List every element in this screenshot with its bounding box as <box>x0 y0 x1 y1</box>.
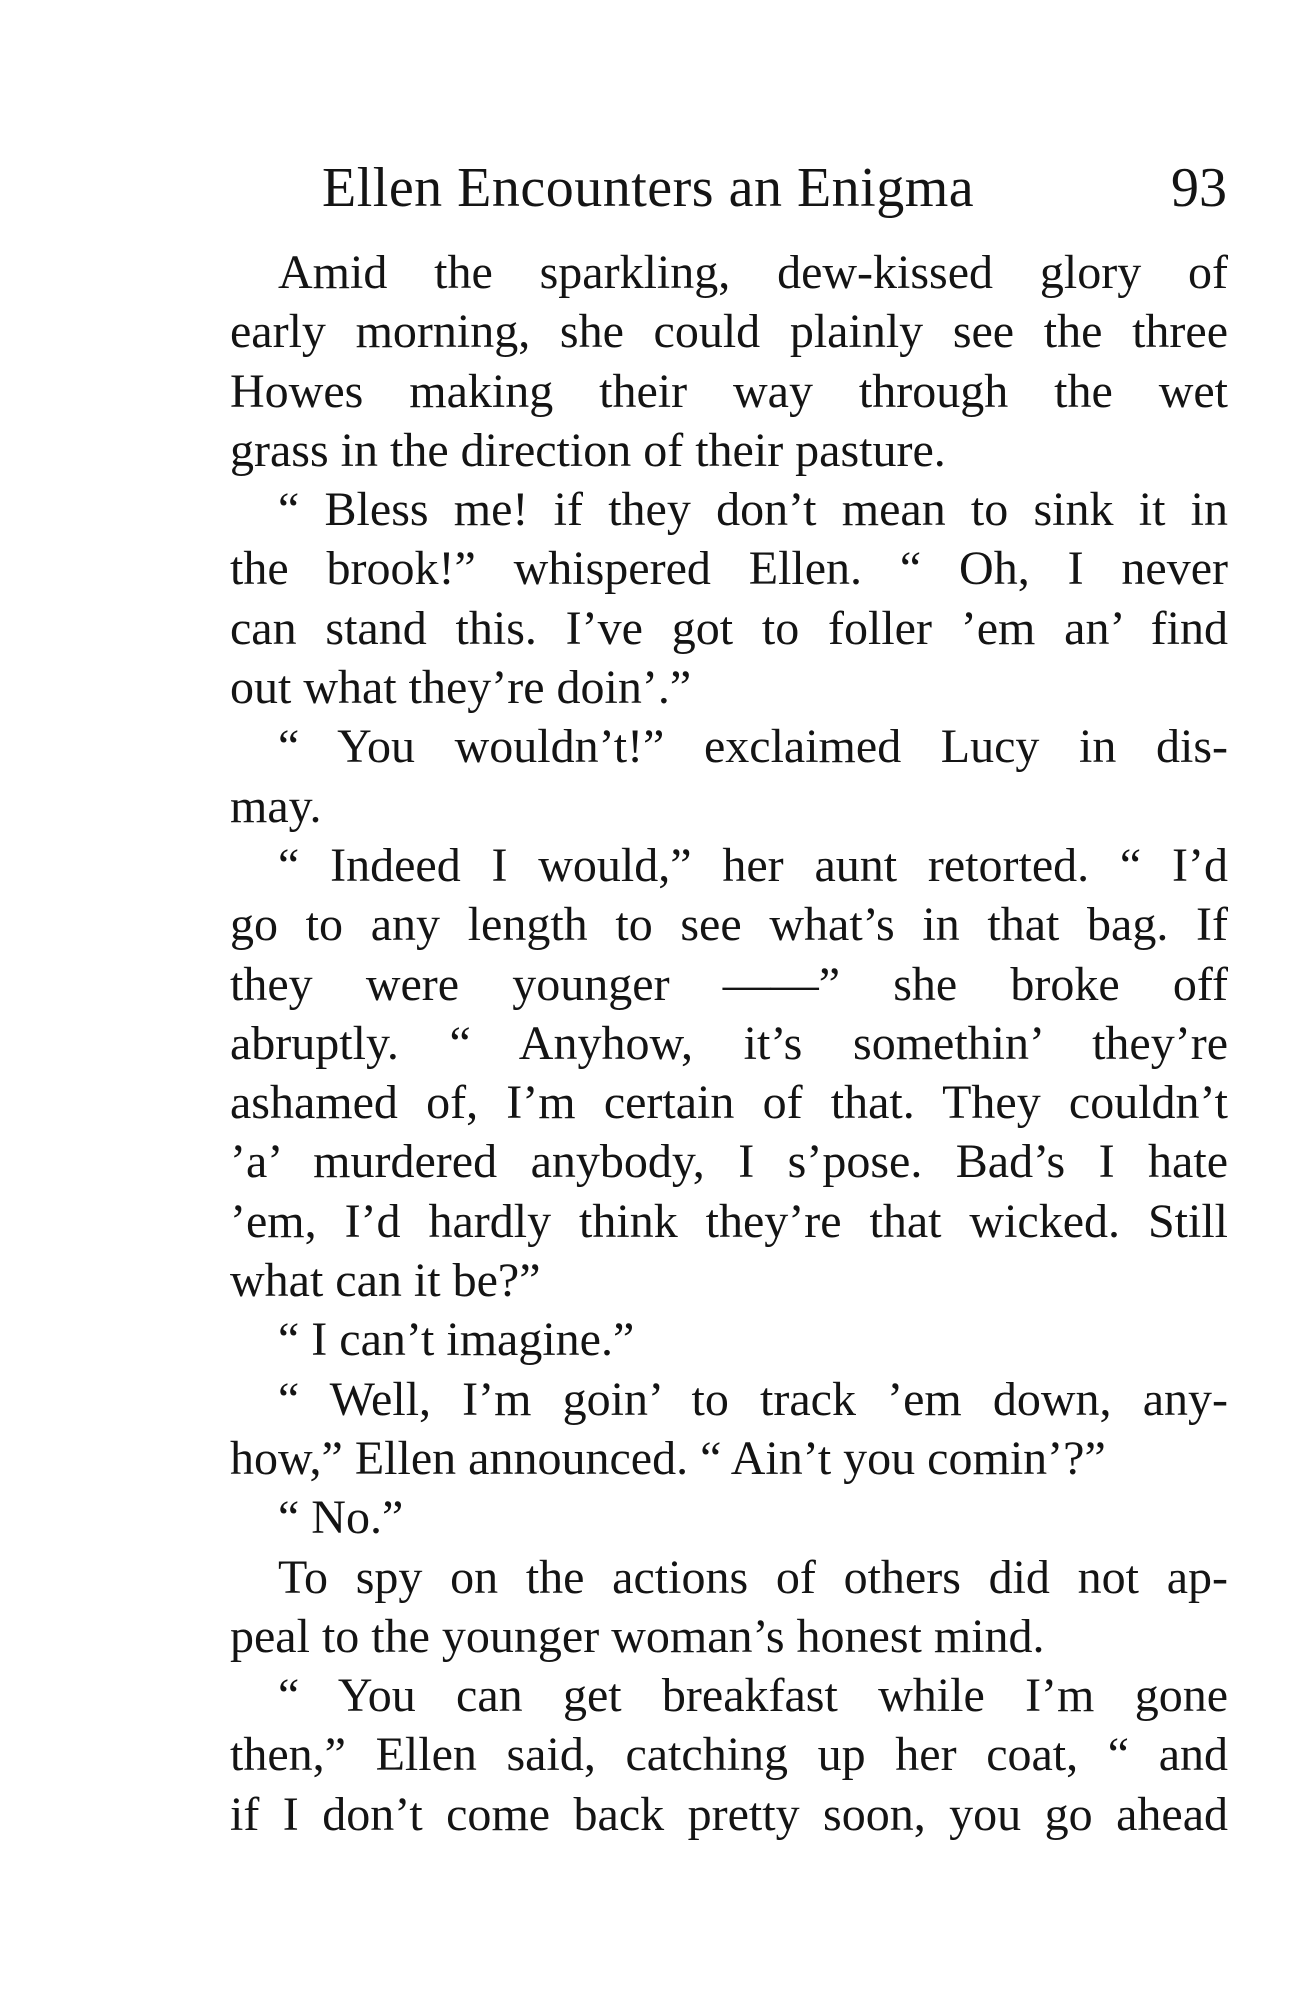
text-line: how,” Ellen announced. “ Ain’t you comin’?” <box>230 1431 1106 1485</box>
text-line: out what they’re doin’.” <box>230 661 692 715</box>
text-line: ’em, I’d hardly think they’re that wicked. Still <box>230 1194 1228 1248</box>
body-text <box>230 243 1228 1844</box>
text-line: they were younger ——” she broke off <box>230 957 1228 1011</box>
text-line: “ Bless me! if they don’t mean to sink it in <box>278 483 1228 537</box>
text-line: may. <box>230 779 322 833</box>
text-line: Howes making their way through the wet <box>230 364 1228 418</box>
text-line: “ You wouldn’t!” exclaimed Lucy in dis- <box>278 720 1228 774</box>
running-head <box>322 148 1227 228</box>
text-line: then,” Ellen said, catching up her coat, “ and <box>230 1728 1228 1782</box>
text-line: To spy on the actions of others did not ap- <box>278 1550 1228 1604</box>
text-line: peal to the younger woman’s honest mind. <box>230 1609 1045 1663</box>
text-line: “ Indeed I would,” her aunt retorted. “ I’d <box>278 838 1228 892</box>
text-line: ’a’ murdered anybody, I s’pose. Bad’s I hate <box>230 1135 1228 1189</box>
text-line: grass in the direction of their pasture. <box>230 423 946 477</box>
text-line: “ No.” <box>278 1491 404 1545</box>
text-line: go to any length to see what’s in that bag. If <box>230 898 1228 952</box>
page-number: 93 <box>1171 157 1227 219</box>
running-title: Ellen Encounters an Enigma <box>322 157 975 219</box>
text-line: if I don’t come back pretty soon, you go ahead <box>230 1787 1228 1841</box>
text-line: what can it be?” <box>230 1254 541 1308</box>
text-line: can stand this. I’ve got to foller ’em an’ find <box>230 601 1228 655</box>
text-line: “ You can get breakfast while I’m gone <box>278 1669 1228 1723</box>
text-line: abruptly. “ Anyhow, it’s somethin’ they’re <box>230 1016 1228 1070</box>
text-line: early morning, she could plainly see the three <box>230 305 1228 359</box>
text-line: ashamed of, I’m certain of that. They couldn’t <box>230 1076 1228 1130</box>
text-line: Amid the sparkling, dew-kissed glory of <box>278 246 1228 299</box>
text-line: “ I can’t imagine.” <box>278 1313 635 1367</box>
text-line: “ Well, I’m goin’ to track ’em down, any- <box>278 1372 1228 1426</box>
text-line: the brook!” whispered Ellen. “ Oh, I never <box>230 542 1228 596</box>
